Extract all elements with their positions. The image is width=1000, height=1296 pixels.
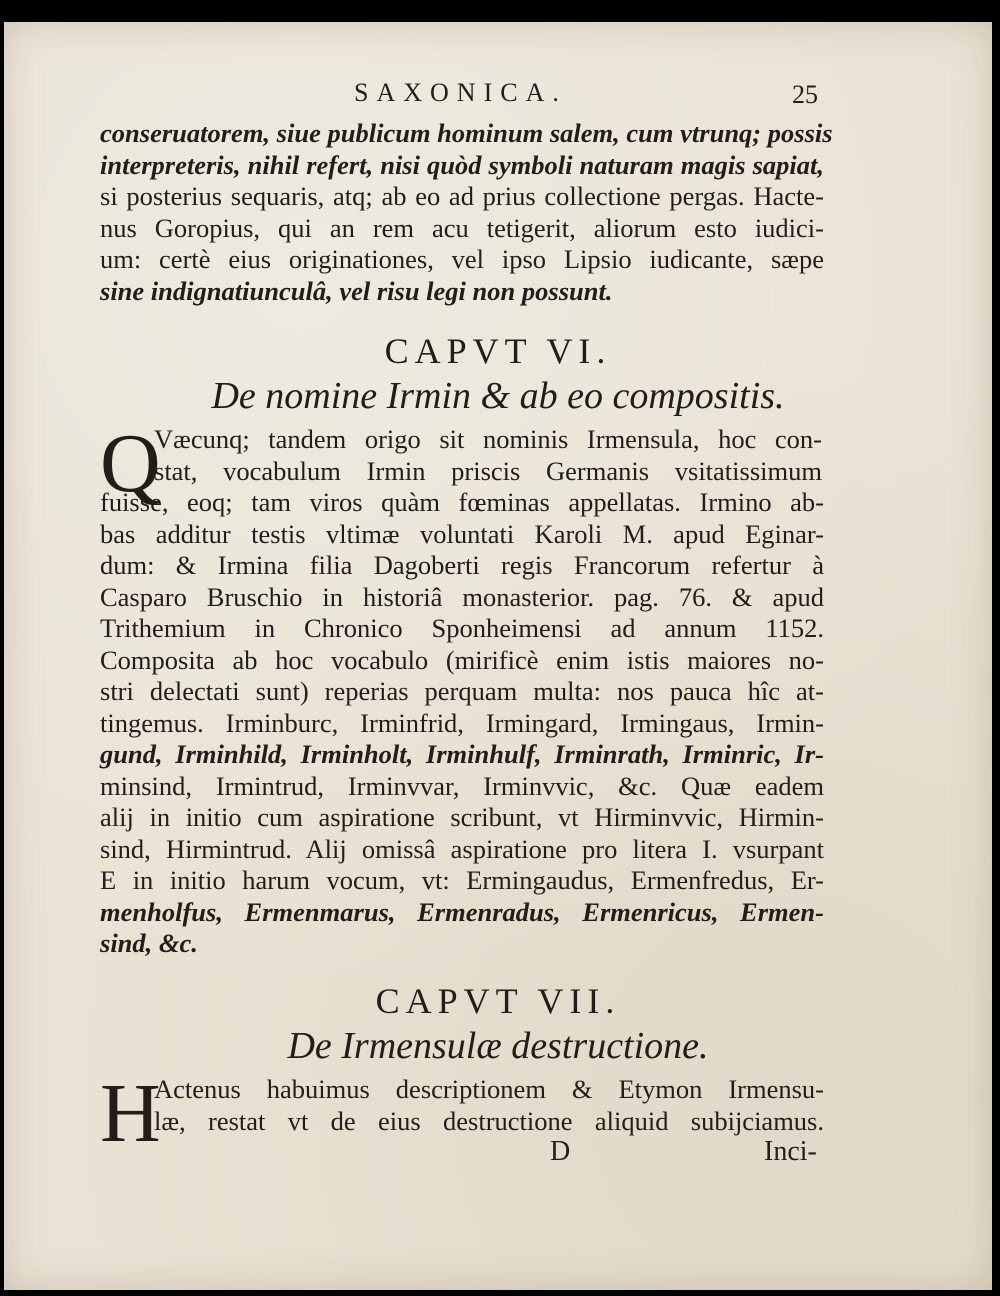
text-line: nus Goropius, qui an rem acu tetigerit, aliorum esto iudici- xyxy=(100,212,824,243)
drop-cap: H xyxy=(100,1067,161,1160)
text-line: sind, Hirmintrud. Alij omissâ aspiratione pro litera I. vsurpant xyxy=(100,833,824,864)
text-line: minsind, Irmintrud, Irminvvar, Irminvvic, &c. Quæ eadem xyxy=(100,770,824,801)
page-number: 25 xyxy=(792,80,818,109)
text-line: gund, Irminhild, Irminholt, Irminhulf, Irminrath, Irminric, Ir- xyxy=(100,739,824,769)
text-line: alij in initio cum aspiratione scribunt, vt Hirminvvic, Hirmin- xyxy=(100,802,824,832)
text-line: menholfus, Ermenmarus, Ermenradus, Ermenricus, Ermen- xyxy=(100,896,824,927)
text-line: Composita ab hoc vocabulo (mirificè enim istis maiores no- xyxy=(100,644,824,675)
chapter-title: De Irmensulæ destructione. xyxy=(287,1025,709,1067)
text-line: dum: & Irmina filia Dagoberti regis Francorum refertur à xyxy=(100,550,824,580)
text-line: sine indignatiunculâ, vel risu legi non possunt. xyxy=(100,275,613,306)
text-line: stat, vocabulum Irmin priscis Germanis vsitatissimum xyxy=(154,455,822,486)
text-line: læ, restat vt de eius destructione aliquid subijciamus. xyxy=(154,1105,824,1136)
text-line: stri delectati sunt) reperias perquam multa: nos pauca hîc at- xyxy=(100,676,824,706)
book-page xyxy=(4,22,992,1290)
text-line: bas additur testis vltimæ voluntati Karoli M. apud Eginar- xyxy=(100,518,824,549)
text-line: um: certè eius originationes, vel ipso Lipsio iudicante, sæpe xyxy=(100,244,824,274)
text-line: Actenus habuimus descriptionem & Etymon Irmensu- xyxy=(154,1074,824,1104)
text-line: si posterius sequaris, atq; ab eo ad prius collectione pergas. Hacte- xyxy=(100,181,824,211)
chapter-6-body xyxy=(100,487,824,960)
chapter-heading: CAPVT VI. xyxy=(384,331,612,371)
chapter-6-opening xyxy=(154,424,822,487)
chapter-title: De nomine Irmin & ab eo compositis. xyxy=(211,375,785,417)
running-head: SAXONICA. xyxy=(354,78,567,107)
text-line: sind, &c. xyxy=(100,928,198,958)
text-line: Casparo Bruschio in historiâ monasterior. pag. 76. & apud xyxy=(100,581,824,612)
text-line: tingemus. Irminburc, Irminfrid, Irmingard, Irmingaus, Irmin- xyxy=(100,707,824,738)
text-line: interpreteris, nihil refert, nisi quòd symboli naturam magis sapiat, xyxy=(100,149,824,180)
catchword: Inci- xyxy=(764,1136,817,1167)
text-line: fuisse, eoq; tam viros quàm fœminas appellatas. Irmino ab- xyxy=(100,487,824,517)
chapter-heading: CAPVT VII. xyxy=(375,981,621,1021)
text-line: Trithemium in Chronico Sponheimensi ad annum 1152. xyxy=(100,613,824,643)
text-line: Væcunq; tandem origo sit nominis Irmensula, hoc con- xyxy=(154,424,822,454)
text-line: E in initio harum vocum, vt: Ermingaudus, Ermenfredus, Er- xyxy=(100,865,824,895)
chapter-7-opening xyxy=(154,1074,824,1137)
signature-mark: D xyxy=(550,1136,571,1167)
drop-cap: Q xyxy=(100,417,161,510)
paragraph-continuation xyxy=(100,118,833,307)
text-line: conseruatorem, siue publicum hominum salem, cum vtrunq; possis xyxy=(100,118,833,148)
